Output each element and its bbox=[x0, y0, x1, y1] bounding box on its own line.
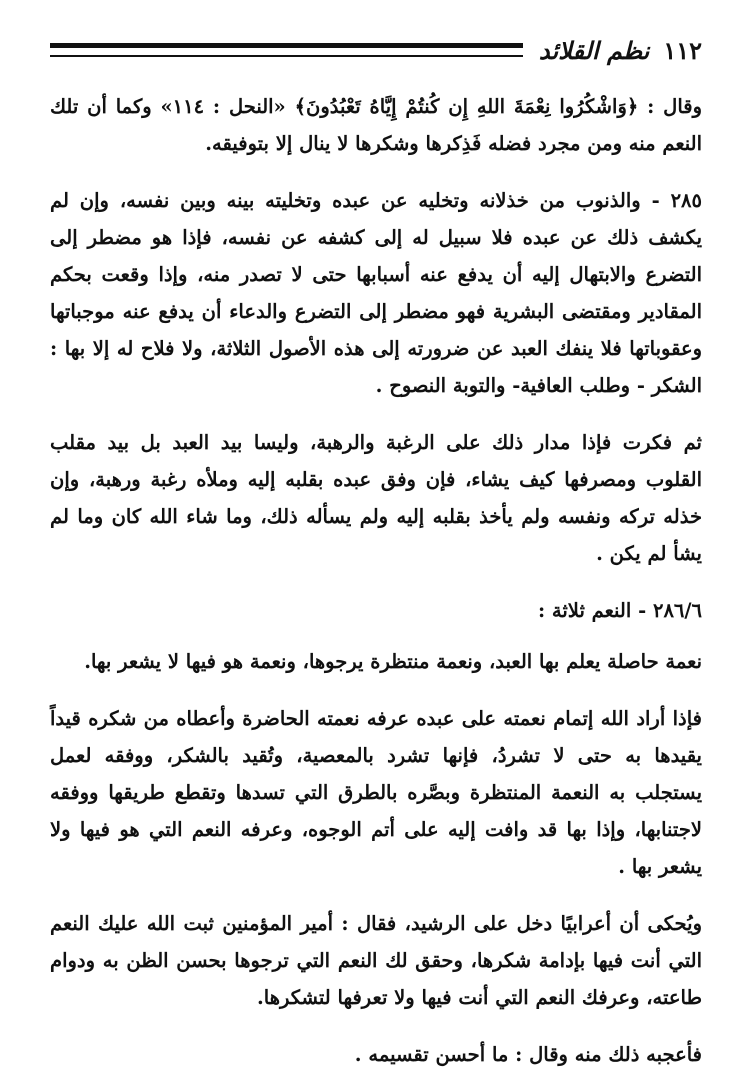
header-rule bbox=[50, 43, 523, 57]
paragraph-285: ٢٨٥ - والذنوب من خذلانه وتخليه عن عبده وتخليته بينه وبين نفسه، وإن لم يكشف ذلك عن عبده فلا سبيل له إلى كشفه عن نفسه، فإذا هو مضطر إلى التضرع والابتهال إليه أن يدفع عنه أسبابها حتى لا تصدر منه، وإذا وقعت بحكم المقادير ومقتضى البشرية فهو مضطر إلى التضرع والدعاء أن يدفع عنه موجباتها وعقوباتها فلا ينفك العبد عن ضرورته إلى هذه الأصول الثلاثة، ولا فلاح له إلا بها : الشكر - وطلب العافية- والتوبة النصوح . bbox=[50, 189, 702, 397]
paragraph-reflection: ثم فكرت فإذا مدار ذلك على الرغبة والرهبة، وليسا بيد العبد بل بيد مقلب القلوب ومصرفها كيف يشاء، فإن وفق عبده بقلبه إليه وملأه رغبة ورهبة، وإن خذله تركه ونفسه ولم يأخذ بقلبه إليه ولم يسأله ذلك، وما شاء الله كان وما لم يشأ لم يكن . bbox=[50, 431, 702, 565]
paragraph-bedouin-story: ويُحكى أن أعرابيًا دخل على الرشيد، فقال : أمير المؤمنين ثبت الله عليك النعم التي أنت فيها بإدامة شكرها، وحقق لك النعم التي ترجوها بحسن الظن به ودوام طاعته، وعرفك النعم التي أنت فيها ولا تعرفها لتشكرها. bbox=[50, 912, 702, 1009]
page-header bbox=[50, 30, 702, 70]
header-rule-thick bbox=[50, 43, 523, 48]
paragraph-completion-of-blessing: فإذا أراد الله إتمام نعمته على عبده عرفه نعمته الحاضرة وأعطاه من شكره قيداً يقيدها به حتى لا تشردُ، فإنها تشرد بالمعصية، وتُقيد بالشكر، ووفقه لعمل يستجلب به النعمة المنتظرة وبصَّره بالطرق التي تسدها وتقطع طريقها ووفقه لاجتنابها، وإذا بها قد وافت إليه على أتم الوجوه، وعرفه النعم التي هو فيها ولا يشعر بها . bbox=[50, 707, 702, 878]
paragraph-three-blessings: نعمة حاصلة يعلم بها العبد، ونعمة منتظرة يرجوها، ونعمة هو فيها لا يشعر بها. bbox=[84, 650, 702, 673]
page-body bbox=[50, 88, 702, 1073]
paragraph-conclusion: فأعجبه ذلك منه وقال : ما أحسن تقسيمه . bbox=[354, 1043, 702, 1066]
page-number: ١١٢ bbox=[663, 35, 702, 65]
header-rule-thin bbox=[50, 55, 523, 57]
paragraph-286-heading: ٢٨٦/٦ - النعم ثلاثة : bbox=[537, 599, 702, 622]
running-title: نظم القلائد bbox=[538, 35, 650, 65]
paragraph-quran-quote: وقال : ﴿وَاشْكُرُوا نِعْمَةَ اللهِ إِن كُنتُمْ إِيَّاهُ تَعْبُدُونَ﴾ «النحل : ١١٤» وكما أن تلك النعم منه ومن مجرد فضله فَذِكرها وشكرها لا ينال إلا بتوفيقه. bbox=[50, 95, 702, 155]
book-page bbox=[50, 30, 702, 1070]
